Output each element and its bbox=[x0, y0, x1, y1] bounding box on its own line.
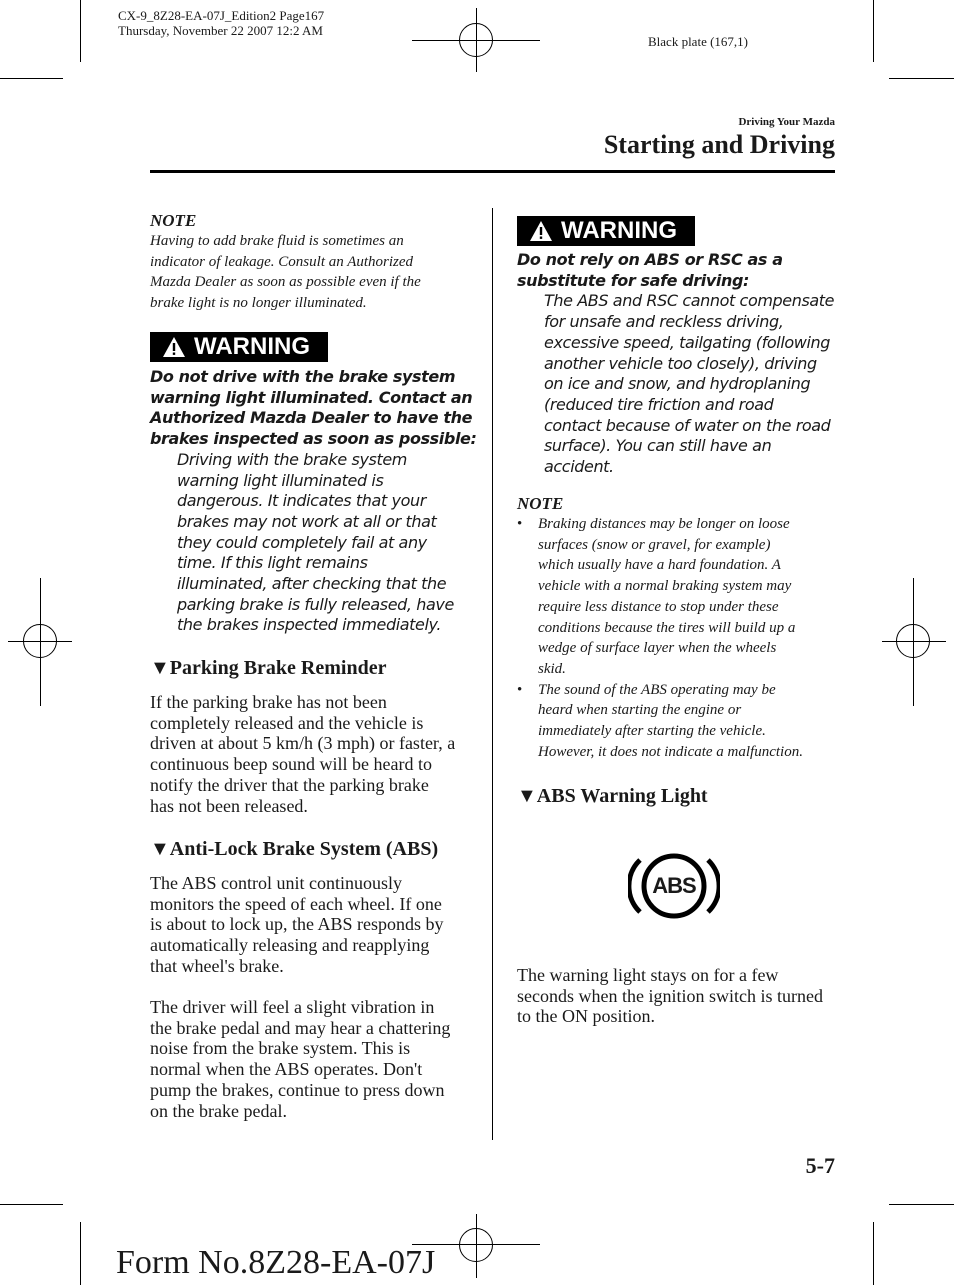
parking-brake-text bbox=[150, 692, 485, 816]
warning-line: contact because of water on the road bbox=[544, 415, 831, 435]
right-warning-text bbox=[517, 250, 837, 478]
abs-warning-light-icon bbox=[628, 850, 720, 922]
body-line: notify the driver that the parking brake bbox=[150, 774, 429, 795]
body-line: the brake pedal and may hear a chattering bbox=[150, 1017, 451, 1038]
note-line: require less distance to stop under these bbox=[538, 598, 779, 615]
heading-anti-lock-brake-system: ▼Anti-Lock Brake System (ABS) bbox=[150, 838, 439, 860]
warning-line: time. If this light remains bbox=[177, 553, 368, 573]
note-line: immediately after starting the vehicle. bbox=[538, 723, 766, 740]
section-label: Driving Your Mazda bbox=[738, 116, 835, 128]
body-line: on the brake pedal. bbox=[150, 1100, 287, 1121]
warning-line: The ABS and RSC cannot compensate bbox=[544, 291, 835, 311]
warning-line: another vehicle too closely), driving bbox=[544, 353, 817, 373]
body-line: automatically releasing and reapplying bbox=[150, 935, 430, 956]
body-line: that wheel's brake. bbox=[150, 955, 284, 976]
body-line: normal when the ABS operates. Don't bbox=[150, 1059, 423, 1080]
print-info bbox=[118, 8, 324, 38]
abs-light-text bbox=[517, 965, 842, 1027]
note-line: which usually have a hard foundation. A bbox=[538, 557, 781, 574]
warning-line: warning light illuminated is bbox=[177, 470, 384, 490]
abs-paragraph-2 bbox=[150, 997, 485, 1121]
left-note bbox=[150, 211, 480, 314]
body-line: is about to lock up, the ABS responds by bbox=[150, 914, 444, 935]
warning-line: (reduced tire friction and road bbox=[544, 394, 774, 414]
heading-abs-warning-light: ▼ABS Warning Light bbox=[517, 785, 708, 807]
body-line: noise from the brake system. This is bbox=[150, 1038, 411, 1059]
warning-line: surface). You can still have an bbox=[544, 436, 772, 456]
note-line: indicator of leakage. Consult an Authorized bbox=[150, 253, 414, 270]
heading-parking-brake-reminder: ▼Parking Brake Reminder bbox=[150, 657, 387, 679]
warning-lead-line: Do not drive with the brake system bbox=[150, 367, 456, 386]
warning-lead-line: substitute for safe driving: bbox=[517, 270, 750, 290]
list-item bbox=[517, 680, 842, 763]
note-line: • The sound of the ABS operating may be bbox=[538, 681, 776, 698]
header-rule bbox=[150, 170, 835, 173]
warning-line: the brakes inspected immediately. bbox=[177, 615, 442, 635]
abs-icon-text: ABS bbox=[652, 873, 696, 898]
warning-badge bbox=[517, 216, 695, 246]
right-note bbox=[517, 494, 842, 762]
warning-line: Driving with the brake system bbox=[177, 449, 407, 469]
form-number: Form No.8Z28-EA-07J bbox=[116, 1244, 436, 1281]
page-number: 5-7 bbox=[805, 1153, 835, 1178]
body-line: continuous beep sound will be heard to bbox=[150, 754, 432, 775]
warning-lead-line: Do not rely on ABS or RSC as a bbox=[517, 250, 783, 269]
body-line: pump the brakes, continue to press down bbox=[150, 1079, 445, 1100]
warning-badge bbox=[150, 332, 328, 362]
note-line: surfaces (snow or gravel, for example) bbox=[538, 536, 771, 553]
print-info-line2: Thursday, November 22 2007 12:2 AM bbox=[118, 23, 323, 38]
body-line: driven at about 5 km/h (3 mph) or faster, a bbox=[150, 733, 456, 754]
warning-line: illuminated, after checking that the bbox=[177, 574, 447, 594]
note-heading: NOTE bbox=[150, 211, 197, 230]
warning-lead-line: brakes inspected as soon as possible: bbox=[150, 429, 477, 449]
warning-line: for unsafe and reckless driving, bbox=[544, 312, 784, 332]
body-line: completely released and the vehicle is bbox=[150, 712, 424, 733]
warning-lead-line: warning light illuminated. Contact an bbox=[150, 387, 473, 407]
warning-body bbox=[517, 291, 837, 477]
abs-paragraph-1 bbox=[150, 873, 485, 977]
warning-label: WARNING bbox=[561, 217, 677, 244]
note-line: brake light is no longer illuminated. bbox=[150, 295, 367, 312]
body-line: The driver will feel a slight vibration in bbox=[150, 997, 435, 1017]
warning-line: on ice and snow, and hydroplaning bbox=[544, 374, 811, 394]
print-info-line1: CX-9_8Z28-EA-07J_Edition2 Page167 bbox=[118, 8, 325, 23]
note-line: Mazda Dealer as soon as possible even if the bbox=[150, 274, 421, 291]
warning-lead-line: Authorized Mazda Dealer to have the bbox=[150, 408, 473, 428]
warning-lead bbox=[517, 250, 837, 291]
note-line: • Braking distances may be longer on loose bbox=[538, 516, 790, 532]
note-line: skid. bbox=[538, 660, 566, 677]
warning-line: dangerous. It indicates that your bbox=[177, 491, 426, 511]
black-plate-label: Black plate (167,1) bbox=[648, 34, 748, 49]
warning-triangle-icon bbox=[162, 336, 186, 358]
note-line: heard when starting the engine or bbox=[538, 702, 742, 719]
note-heading: NOTE bbox=[517, 494, 564, 513]
page-title: Starting and Driving bbox=[603, 130, 835, 159]
body-line: has not been released. bbox=[150, 795, 308, 816]
body-line: monitors the speed of each wheel. If one bbox=[150, 893, 442, 914]
list-item bbox=[517, 514, 842, 680]
note-body bbox=[150, 231, 480, 314]
body-line: The warning light stays on for a few bbox=[517, 965, 779, 985]
body-line: The ABS control unit continuously bbox=[150, 873, 402, 893]
note-line: wedge of surface layer when the wheels bbox=[538, 640, 777, 657]
note-line: However, it does not indicate a malfunction. bbox=[538, 743, 803, 760]
note-line: vehicle with a normal braking system may bbox=[538, 578, 792, 595]
body-line: If the parking brake has not been bbox=[150, 692, 387, 712]
column-divider bbox=[492, 208, 493, 1140]
warning-line: accident. bbox=[544, 457, 614, 477]
warning-line: parking brake is fully released, have bbox=[177, 594, 454, 614]
left-warning-text bbox=[150, 367, 480, 636]
body-line: seconds when the ignition switch is turned bbox=[517, 985, 823, 1006]
body-line: to the ON position. bbox=[517, 1006, 655, 1027]
warning-lead bbox=[150, 367, 480, 450]
warning-triangle-icon bbox=[529, 220, 553, 242]
warning-line: excessive speed, tailgating (following bbox=[544, 332, 830, 352]
warning-body bbox=[150, 450, 480, 636]
note-bullet-list bbox=[517, 514, 842, 762]
warning-label: WARNING bbox=[194, 333, 310, 360]
note-line: conditions because the tires will build up a bbox=[538, 619, 796, 636]
warning-line: they could completely fail at any bbox=[177, 532, 427, 552]
warning-line: brakes may not work at all or that bbox=[177, 511, 437, 531]
note-line: Having to add brake fluid is sometimes an bbox=[150, 233, 404, 249]
